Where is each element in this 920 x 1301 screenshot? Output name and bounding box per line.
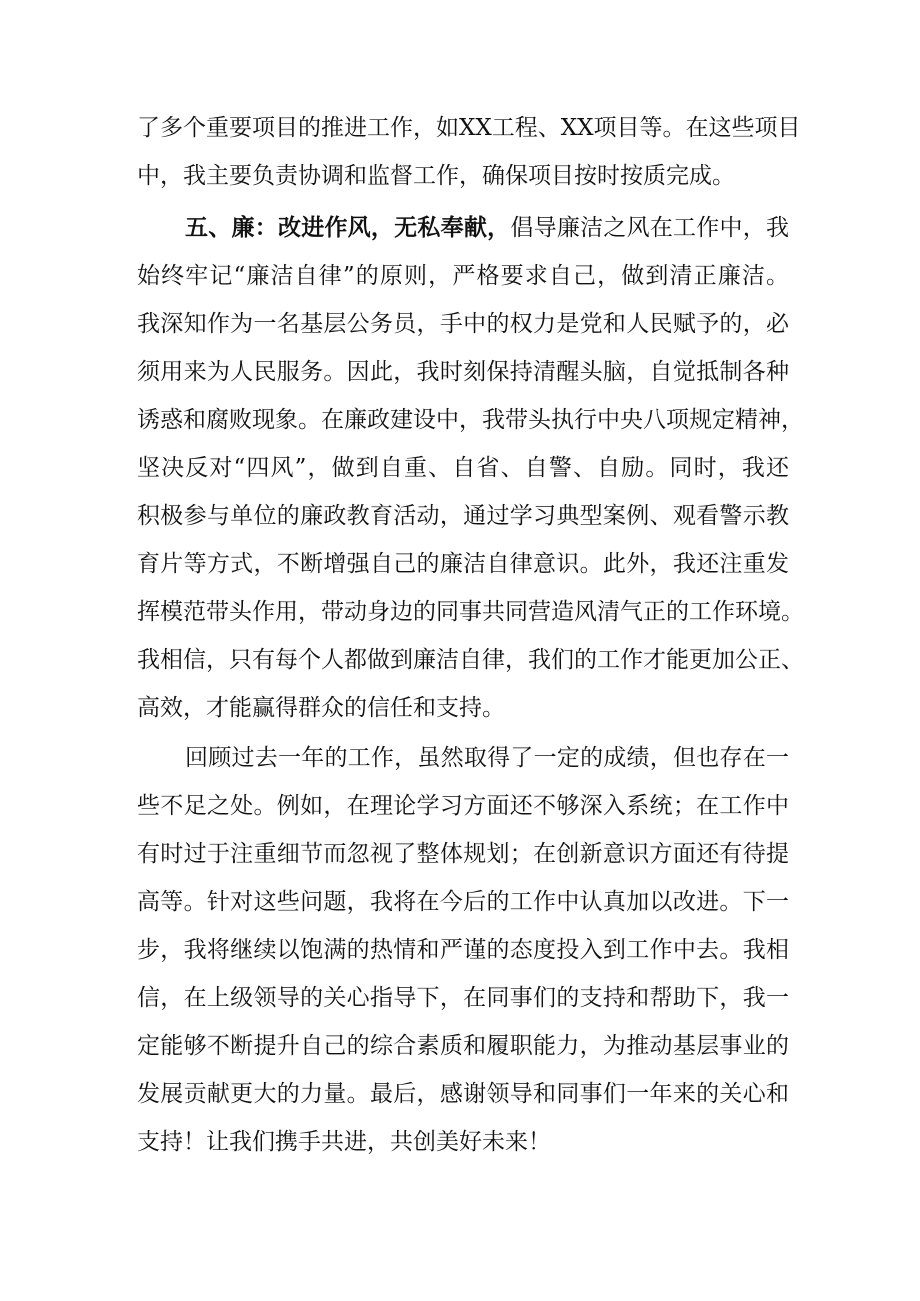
- text-line: 坚决反对“四风”，做到自重、自省、自警、自励。同时，我还: [137, 455, 789, 481]
- text-line: 我相信，只有每个人都做到廉洁自律，我们的工作才能更加公正、: [137, 647, 804, 673]
- text-line: 我深知作为一名基层公务员，手中的权力是党和人民赋予的，必: [137, 311, 789, 337]
- paragraph-continuation: [137, 104, 801, 200]
- text-line: 了多个重要项目的推进工作，如XX工程、XX项目等。在这些项目: [137, 115, 801, 141]
- text-line: 发展贡献更大的力量。最后，感谢领导和同事们一年来的关心和: [137, 1081, 789, 1107]
- text-line: 高效，才能赢得群众的信任和支持。: [137, 695, 505, 721]
- section-five-heading: 五、廉：改进作风，无私奉献，: [185, 214, 511, 241]
- text-line: 中，我主要负责协调和监督工作，确保项目按时按质完成。: [137, 163, 735, 189]
- section-five-first-line-rest: 倡导廉洁之风在工作中，我: [510, 215, 790, 241]
- text-line: 支持！让我们携手共进，共创美好未来！: [137, 1129, 551, 1155]
- text-line: 育片等方式，不断增强自己的廉洁自律意识。此外，我还注重发: [137, 551, 789, 577]
- text-line: 高等。针对这些问题，我将在今后的工作中认真加以改进。下一: [137, 889, 789, 915]
- section-five-first-line: [137, 204, 789, 252]
- section-five-paragraph: [137, 204, 804, 732]
- text-line: 始终牢记“廉洁自律”的原则，严格要求自己，做到清正廉洁。: [137, 263, 789, 289]
- closing-paragraph: [137, 734, 789, 1166]
- text-line: 步，我将继续以饱满的热情和严谨的态度投入到工作中去。我相: [137, 937, 789, 963]
- text-line: 定能够不断提升自己的综合素质和履职能力，为推动基层事业的: [137, 1033, 789, 1059]
- text-line: 信，在上级领导的关心指导下，在同事们的支持和帮助下，我一: [137, 985, 789, 1011]
- text-line: 些不足之处。例如，在理论学习方面还不够深入系统；在工作中: [137, 793, 789, 819]
- text-line: 诱惑和腐败现象。在廉政建设中，我带头执行中央八项规定精神，: [137, 407, 804, 433]
- text-line: 回顾过去一年的工作，虽然取得了一定的成绩，但也存在一: [185, 745, 789, 771]
- text-line: 有时过于注重细节而忽视了整体规划；在创新意识方面还有待提: [137, 841, 789, 867]
- text-line: 须用来为人民服务。因此，我时刻保持清醒头脑，自觉抵制各种: [137, 359, 789, 385]
- text-line: 挥模范带头作用，带动身边的同事共同营造风清气正的工作环境。: [137, 599, 804, 625]
- text-line: 积极参与单位的廉政教育活动，通过学习典型案例、观看警示教: [137, 503, 789, 529]
